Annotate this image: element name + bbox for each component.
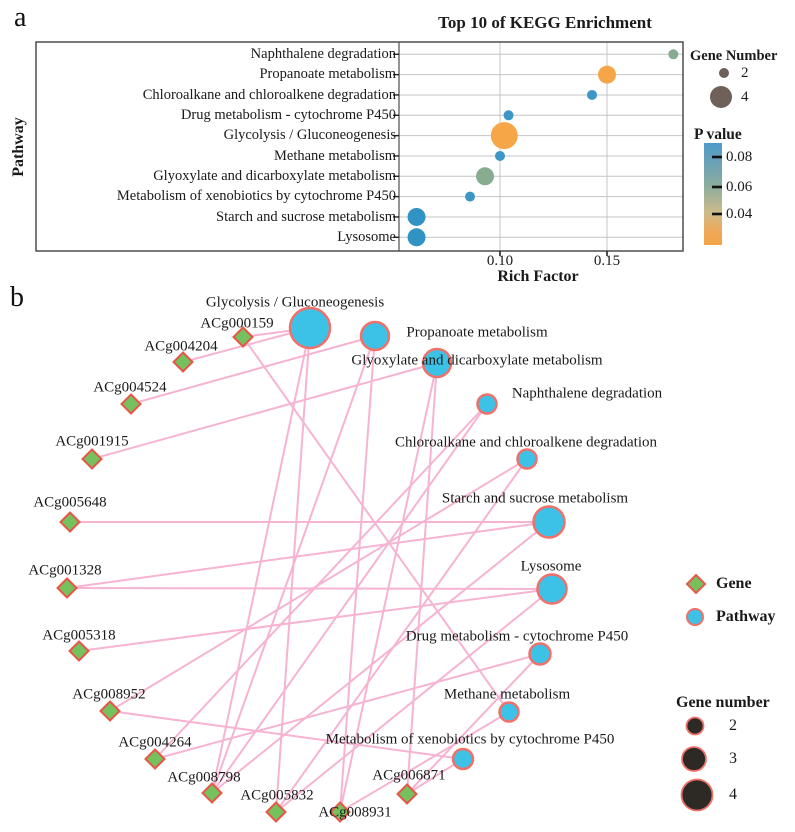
gene-label-ACg004264: ACg004264	[118, 734, 192, 751]
legend-size-circle-3	[682, 747, 706, 771]
x-tick-015: 0.15	[593, 253, 621, 269]
gene-label-ACg001915: ACg001915	[55, 433, 129, 450]
legend-size-4: 4	[729, 786, 737, 803]
pvalue-tick-008: 0.08	[726, 149, 753, 165]
edge-ACg006871	[407, 363, 437, 794]
legend-size-circle-4	[682, 780, 713, 811]
pathway-node-starch-and-sucrose-metabolism	[534, 507, 565, 538]
edge-ACg006871	[407, 654, 540, 794]
pathway-label-chloroalkane-and-chloroalkene-degradation: Chloroalkane and chloroalkene degradation	[395, 434, 657, 451]
gene-node-ACg005318	[70, 642, 89, 661]
pathway-label-drug-metabolism-cytochrome-p450: Drug metabolism - cytochrome P450	[405, 628, 629, 645]
gene-node-ACg004204	[174, 353, 193, 372]
gene-label-ACg008798: ACg008798	[167, 769, 241, 786]
pvalue-tick-004: 0.04	[726, 206, 753, 222]
pathway-node-naphthalene-degradation	[478, 395, 497, 414]
gene-label-ACg005318: ACg005318	[42, 627, 116, 644]
pathway-node-chloroalkane-and-chloroalkene-degradation	[518, 450, 537, 469]
gene-label-ACg008952: ACg008952	[72, 686, 146, 703]
edge-ACg005832	[276, 459, 527, 812]
legend-gene-number-title: Gene number	[676, 694, 770, 711]
gene-label-ACg006871: ACg006871	[372, 767, 446, 784]
edge-ACg001328	[67, 588, 552, 589]
pathway-label-naphthalene-degradation: Naphthalene degradation	[511, 385, 663, 402]
edge-ACg004524	[131, 336, 375, 404]
row-label-glycolysis: Glycolysis / Gluconeogenesis	[223, 127, 396, 143]
row-label-chloroalkane: Chloroalkane and chloroalkene degradation	[142, 87, 396, 103]
legend-pathway-label: Pathway	[716, 608, 776, 625]
gene-label-ACg005832: ACg005832	[240, 787, 314, 804]
pathway-node-glyoxylate-and-dicarboxylate-metabolism	[423, 349, 451, 377]
edge-ACg005832	[276, 589, 552, 812]
pathway-node-methane-metabolism	[500, 703, 519, 722]
pathway-label-methane-metabolism: Methane metabolism	[443, 686, 571, 703]
edge-ACg005318	[79, 589, 552, 651]
gene-label-ACg000159: ACg000159	[200, 315, 274, 332]
edge-ACg008931	[340, 712, 509, 812]
legend-size-circle-2	[687, 718, 704, 735]
gene-label-ACg004204: ACg004204	[144, 338, 218, 355]
y-axis-title: Pathway	[10, 117, 27, 177]
pathway-node-drug-metabolism-cytochrome-p450	[530, 644, 551, 665]
gene-number-legend-title: Gene Number	[690, 48, 778, 64]
row-label-naphthalene: Naphthalene degradation	[250, 46, 396, 62]
chart-title: Top 10 of KEGG Enrichment	[438, 13, 652, 32]
pathway-label-propanoate-metabolism: Propanoate metabolism	[406, 324, 548, 341]
gene-node-ACg005648	[61, 513, 80, 532]
gene-number-2-label: 2	[741, 65, 749, 81]
pathway-node-glycolysis-gluconeogenesis	[290, 308, 330, 348]
gene-label-ACg004524: ACg004524	[93, 379, 167, 396]
gene-node-ACg008798	[203, 784, 222, 803]
row-label-methane: Methane metabolism	[273, 148, 396, 164]
row-label-glyoxylate: Glyoxylate and dicarboxylate metabolism	[153, 168, 396, 184]
legend-size-3: 3	[729, 750, 737, 767]
pvalue-tick-006: 0.06	[726, 179, 753, 195]
pathway-label-glycolysis-gluconeogenesis: Glycolysis / Gluconeogenesis	[205, 294, 385, 311]
pvalue-legend-title: P value	[694, 126, 742, 143]
row-label-xenobiotics: Metabolism of xenobiotics by cytochrome P450	[116, 188, 396, 204]
gene-node-ACg004524	[122, 395, 141, 414]
legend-pathway-icon	[687, 609, 703, 625]
row-label-propanoate: Propanoate metabolism	[259, 66, 396, 82]
edge-ACg001328	[67, 522, 549, 588]
gene-node-ACg001328	[58, 579, 77, 598]
pathway-node-metabolism-of-xenobiotics-by-cytochrome-p450	[453, 749, 473, 769]
row-label-lysosome: Lysosome	[337, 229, 396, 245]
gene-label-ACg005648: ACg005648	[33, 494, 107, 511]
pathway-node-lysosome	[538, 575, 567, 604]
edge-ACg001915	[92, 363, 437, 459]
panel-a-letter: a	[14, 2, 27, 33]
edge-ACg000159	[243, 337, 509, 712]
pathway-label-glyoxylate-and-dicarboxylate-metabolism: Glyoxylate and dicarboxylate metabolism	[351, 352, 603, 369]
gene-node-ACg001915	[83, 450, 102, 469]
panel-b-letter: b	[10, 282, 24, 313]
pathway-node-propanoate-metabolism	[361, 322, 389, 350]
row-label-starch: Starch and sucrose metabolism	[216, 209, 396, 225]
gene-node-ACg008931	[331, 803, 350, 822]
row-label-drug: Drug metabolism - cytochrome P450	[180, 107, 396, 123]
gene-number-4-label: 4	[741, 89, 749, 105]
edge-ACg008798	[212, 522, 549, 793]
legend-gene-icon	[687, 575, 705, 593]
legend-size-2: 2	[729, 717, 737, 734]
gene-label-ACg001328: ACg001328	[28, 562, 102, 579]
gene-node-ACg008952	[101, 702, 120, 721]
gene-label-ACg008931: ACg008931	[318, 804, 392, 821]
pathway-label-lysosome: Lysosome	[520, 558, 582, 575]
x-tick-010: 0.10	[486, 253, 514, 269]
x-axis-title: Rich Factor	[497, 268, 579, 285]
legend-gene-label: Gene	[716, 575, 752, 592]
pathway-label-starch-and-sucrose-metabolism: Starch and sucrose metabolism	[441, 490, 629, 507]
edge-ACg008931	[340, 336, 375, 812]
pathway-label-metabolism-of-xenobiotics-by-cytochrome-p450: Metabolism of xenobiotics by cytochrome P450	[325, 731, 615, 748]
